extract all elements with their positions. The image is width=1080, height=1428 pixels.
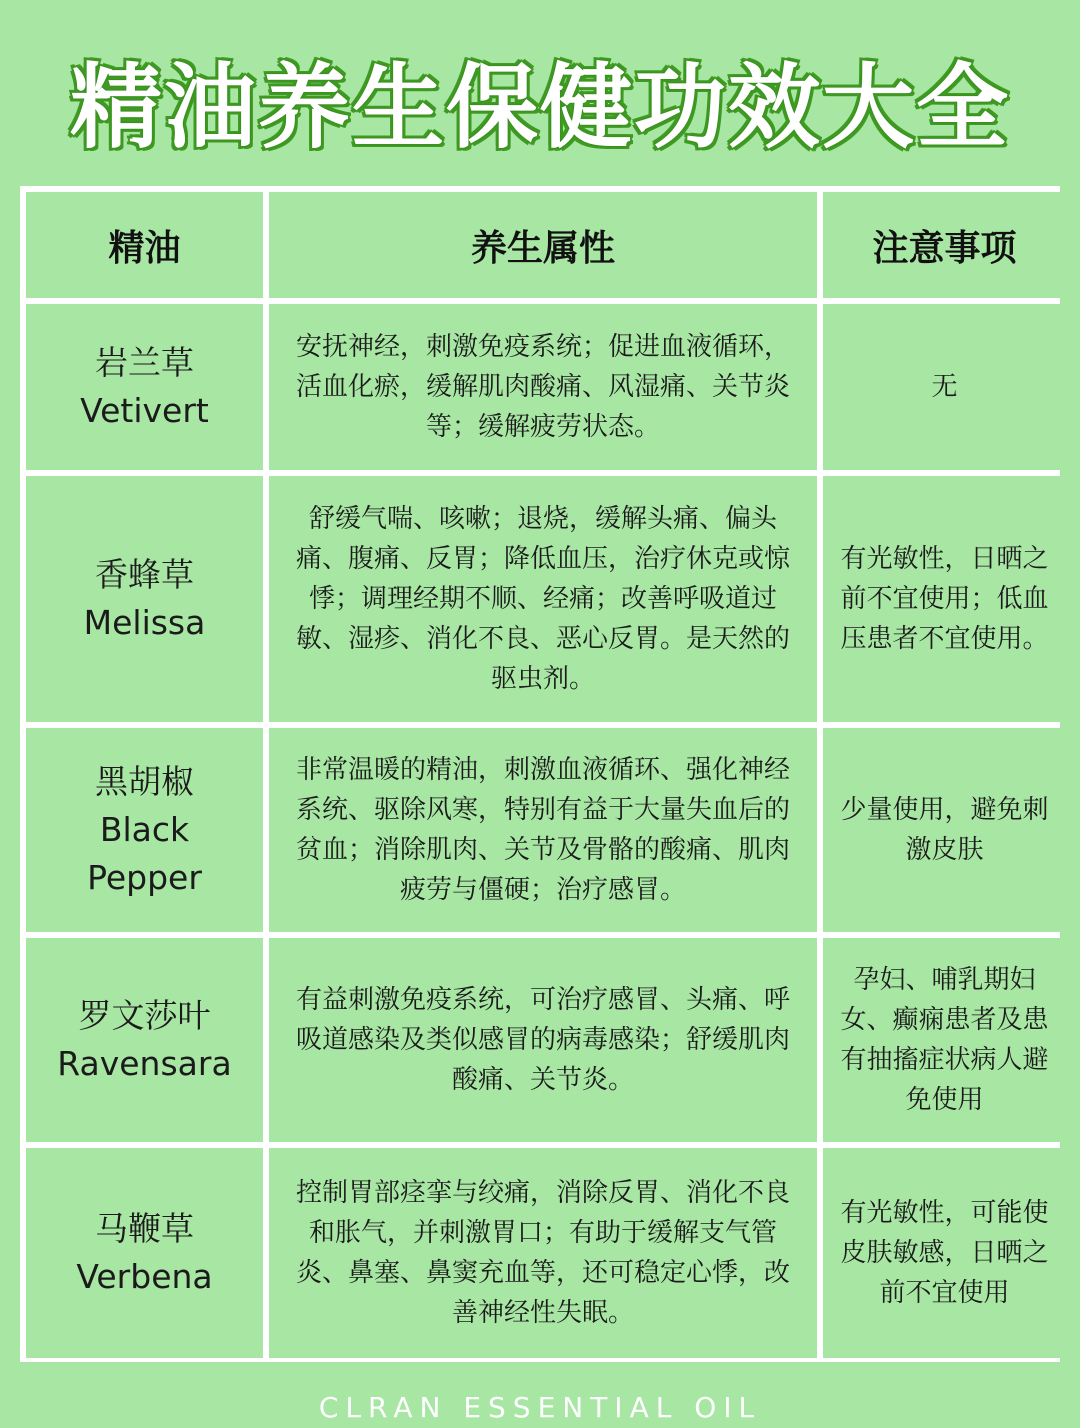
header-properties: 养生属性 [269, 192, 817, 298]
oil-properties: 控制胃部痉挛与绞痛，消除反胃、消化不良和胀气，并刺激胃口；有助于缓解支气管炎、鼻塞、鼻窦充血等，还可稳定心悸，改善神经性失眠。 [269, 1148, 817, 1358]
oil-name-en: Vetivert [80, 391, 209, 430]
oil-properties: 有益刺激免疫系统，可治疗感冒、头痛、呼吸道感染及类似感冒的病毒感染；舒缓肌肉酸痛、关节炎。 [269, 938, 817, 1142]
oil-properties: 非常温暖的精油，刺激血液循环、强化神经系统、驱除风寒，特别有益于大量失血后的贫血；消除肌肉、关节及骨骼的酸痛、肌肉疲劳与僵硬；治疗感冒。 [269, 728, 817, 932]
header-oil: 精油 [26, 192, 263, 298]
oil-notes: 有光敏性，日晒之前不宜使用；低血压患者不宜使用。 [823, 476, 1066, 722]
oil-notes: 孕妇、哺乳期妇女、癫痫患者及患有抽搐症状病人避免使用 [823, 938, 1066, 1142]
oil-name-cell [26, 728, 263, 932]
oil-notes: 少量使用，避免刺激皮肤 [823, 728, 1066, 932]
oil-name-cn: 黑胡椒 [95, 762, 194, 801]
oil-name-en: Ravensara [57, 1044, 232, 1083]
essential-oil-table [20, 186, 1060, 1362]
oil-properties: 安抚神经，刺激免疫系统；促进血液循环，活血化瘀，缓解肌肉酸痛、风湿痛、关节炎等；缓解疲劳状态。 [269, 304, 817, 470]
oil-name-cn: 香蜂草 [95, 555, 194, 594]
oil-name-en: Verbena [76, 1257, 213, 1296]
oil-notes: 无 [823, 304, 1066, 470]
oil-name-cn: 岩兰草 [95, 343, 194, 382]
oil-name-en: Melissa [83, 603, 206, 642]
oil-name-cn: 马鞭草 [95, 1209, 194, 1248]
oil-name-cn: 罗文莎叶 [78, 996, 211, 1035]
header-notes: 注意事项 [823, 192, 1066, 298]
oil-name-cell [26, 304, 263, 470]
oil-name-cell [26, 476, 263, 722]
brand-footer: CLRAN ESSENTIAL OIL [318, 1391, 762, 1424]
oil-name-cell [26, 938, 263, 1142]
oil-name-en: Black Pepper [87, 810, 202, 897]
oil-notes: 有光敏性，可能使皮肤敏感，日晒之前不宜使用 [823, 1148, 1066, 1358]
page-title: 精油养生保健功效大全 [69, 54, 1010, 161]
oil-name-cell [26, 1148, 263, 1358]
oil-properties: 舒缓气喘、咳嗽；退烧，缓解头痛、偏头痛、腹痛、反胃；降低血压，治疗休克或惊悸；调理经期不顺、经痛；改善呼吸道过敏、湿疹、消化不良、恶心反胃。是天然的驱虫剂。 [269, 476, 817, 722]
